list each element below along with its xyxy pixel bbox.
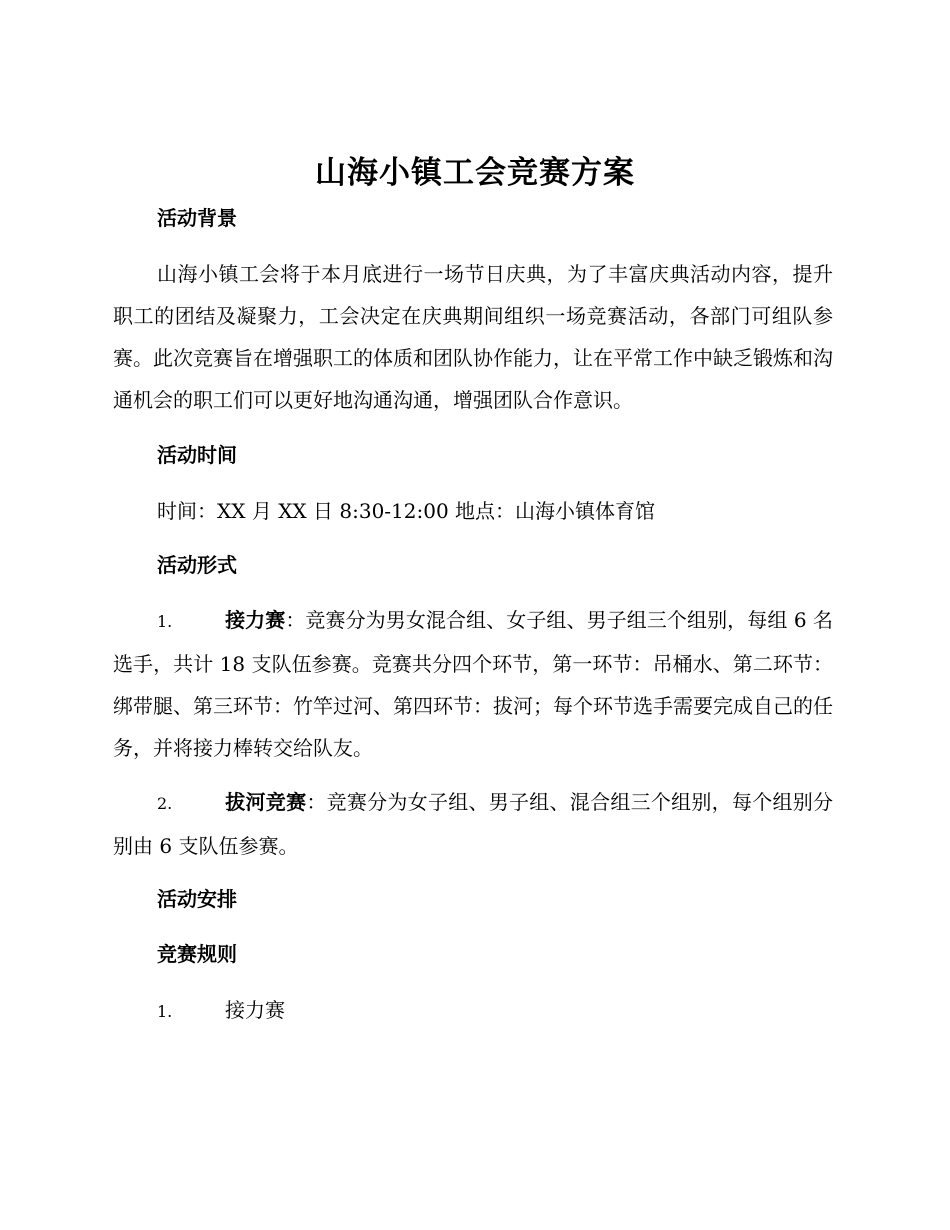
section-heading-rules: 竞赛规则: [157, 942, 237, 966]
section-heading-format: 活动形式: [157, 553, 237, 577]
list-item-number: 2.: [157, 794, 173, 813]
list-item-lead: 接力赛: [225, 608, 286, 632]
rules-item-relay: [113, 989, 833, 1033]
section-heading-arrangement: 活动安排: [157, 887, 237, 911]
section-heading-background: 活动背景: [157, 206, 237, 230]
list-item-number: 1.: [157, 612, 173, 631]
time-location-line: 时间：XX 月 XX 日 8:30-12:00 地点：山海小镇体育馆: [157, 499, 656, 523]
list-item-text: ：竞赛分为女子组、男子组、混合组三个组别，每个组别分别由 6 支队伍参赛。: [113, 790, 834, 858]
background-paragraph: 山海小镇工会将于本月底进行一场节日庆典，为了丰富庆典活动内容，提升职工的团结及凝聚力，工会决定在庆典期间组织一场竞赛活动，各部门可组队参赛。此次竞赛旨在增强职工的体质和团队协作能力，让在平常工作中缺乏锻炼和沟通机会的职工们可以更好地沟通沟通，增强团队合作意识。: [113, 262, 833, 412]
list-item-text: ：竞赛分为男女混合组、女子组、男子组三个组别，每组 6 名选手，共计 18 支队伍参赛。竞赛共分四个环节，第一环节：吊桶水、第二环节：绑带腿、第三环节：竹竿过河、第四环节：拔河；每个环节选手需要完成自己的任务，并将接力棒转交给队友。: [113, 608, 834, 760]
list-item-lead: 拔河竞赛: [225, 790, 307, 814]
document-title: 山海小镇工会竞赛方案: [315, 155, 635, 191]
section-heading-time: 活动时间: [157, 443, 237, 467]
format-item-tug-of-war: [113, 781, 833, 867]
format-item-relay: [113, 599, 833, 769]
list-item-text: 接力赛: [225, 998, 285, 1022]
list-item-number: 1.: [157, 1002, 173, 1021]
